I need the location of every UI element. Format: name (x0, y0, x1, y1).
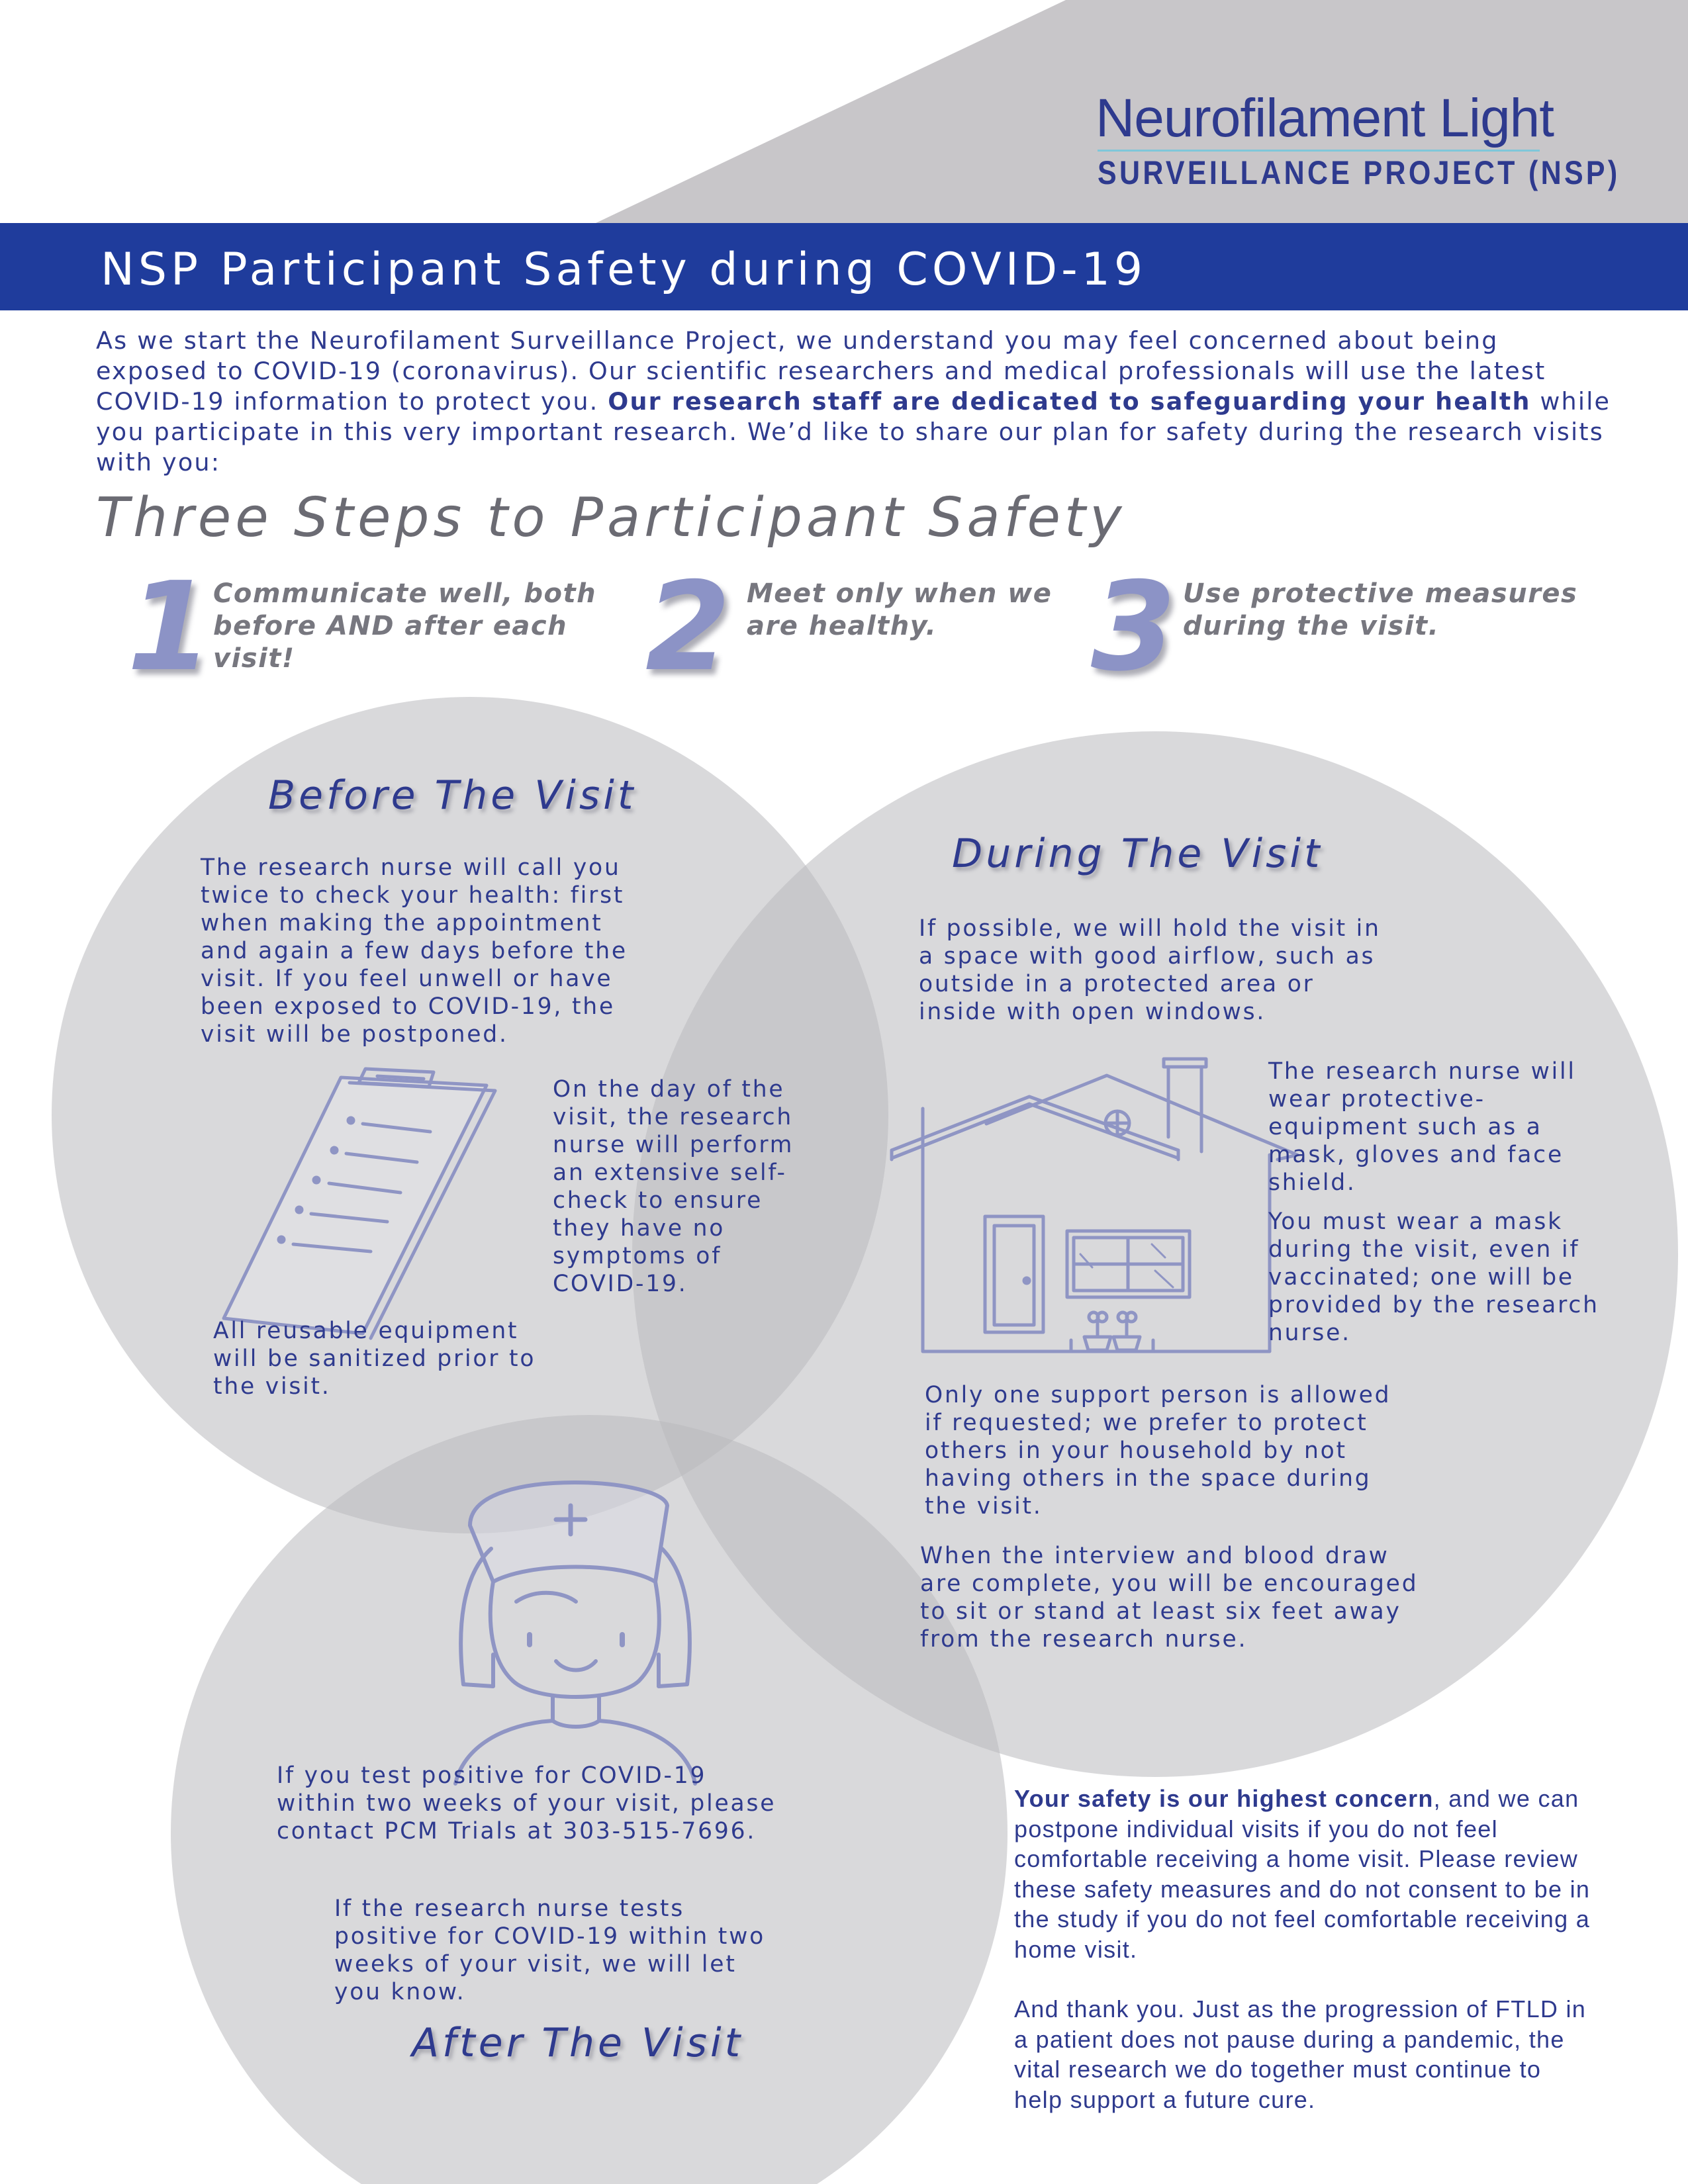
after-positive-nurse-text: If the research nurse tests positive for COVID-19 within two weeks of your visit, we will let you know. (334, 1895, 766, 2005)
during-airflow-text: If possible, we will hold the visit in a space with good airflow, such as outside in a protected area or inside with open windows. (919, 915, 1381, 1025)
closing-paragraph-2: And thank you. Just as the progression of FTLD in a patient does not pause during a pandemic, the vital research we do together must continue to help support a future cure. (1014, 1995, 1587, 2113)
before-self-check-text: On the day of the visit, the research nurse will perform an extensive self-check to ensure they have no symptoms of COVID-19. (553, 1076, 794, 1297)
intro-paragraph (96, 326, 1618, 478)
during-heading: During The Visit (952, 831, 1323, 877)
during-distance-text: When the interview and blood draw are complete, you will be encouraged to sit or stand at least six feet away from the research nurse. (920, 1543, 1419, 1653)
during-support-text: Only one support person is allowed if requested; we prefer to protect others in your household by not having others in the space during the visit. (925, 1382, 1391, 1520)
after-positive-you-text: If you test positive for COVID-19 within two weeks of your visit, please contact PCM Trials at 303-515-7696. (277, 1762, 776, 1844)
before-call-text: The research nurse will call you twice to check your health: first when making the appointment and again a few days before the visit. If you feel unwell or have been exposed to COVID-19, the visit will be postponed. (201, 854, 628, 1048)
page-title: NSP Participant Safety during COVID-19 (101, 244, 1147, 296)
logo-subtitle: SURVEILLANCE PROJECT (NSP) (1098, 154, 1620, 191)
closing-note (1014, 1784, 1597, 2115)
step-3-number: 3 (1091, 555, 1176, 698)
step-1-number: 1 (127, 555, 212, 698)
closing-paragraph-1 (1014, 1784, 1597, 1964)
closing-bold: Your safety is our highest concern (1014, 1785, 1434, 1812)
step-3-text: Use protective measures during the visit. (1183, 578, 1578, 641)
intro-text-1: As we start the Neurofilament Surveillance Project, we understand you may feel concerned about being exposed to COVID-19 (coronavirus). Our scientific researchers and medical professionals will use the latest COVID-19 information to protect you. (96, 326, 1546, 416)
step-2-text: Meet only when we are healthy. (747, 578, 1053, 641)
closing-text-1: , and we can postpone individual visits if you do not feel comfortable receiving a home visit. Please review these safety measures and do not consent to be in the study if you do not feel comfortable receiving a home visit. (1014, 1785, 1591, 1963)
logo-title: Neurofilament Light (1096, 88, 1554, 148)
during-ppe-text: The research nurse will wear protective-equipment such as a mask, gloves and face shield. (1268, 1058, 1576, 1196)
step-2-number: 2 (645, 555, 731, 698)
step-1-text: Communicate well, both before AND after each visit! (213, 578, 597, 674)
before-equipment-text: All reusable equipment will be sanitized prior to the visit. (213, 1318, 536, 1400)
before-heading: Before The Visit (268, 772, 637, 819)
intro-text-bold: Our research staff are dedicated to safeguarding your health (608, 387, 1531, 416)
intro-text-2: while you participate in this very important research. We’d like to share our plan for safety during the research visits with you: (96, 387, 1611, 477)
after-heading: After The Visit (412, 2020, 744, 2066)
steps-heading: Three Steps to Participant Safety (96, 486, 1126, 549)
logo-rule (1098, 150, 1540, 152)
during-mask-text: You must wear a mask during the visit, even if vaccinated; one will be provided by the research nurse. (1268, 1208, 1599, 1346)
